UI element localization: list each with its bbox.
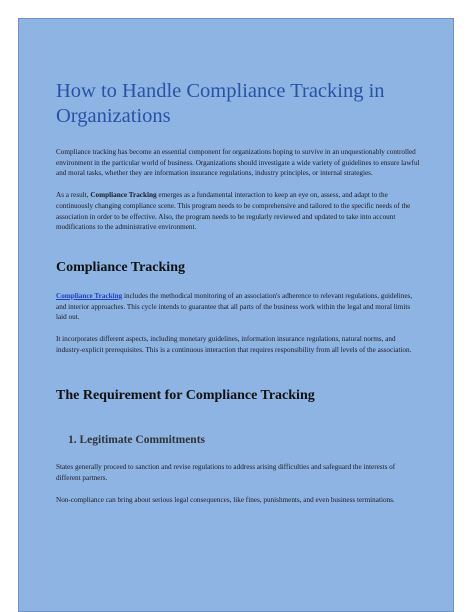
subheading-legitimate-commitments: 1. Legitimate Commitments [68, 434, 206, 447]
requirement-paragraph-2: Non-compliance can bring about serious legal consequences, like fines, punishments, and even business terminations. [56, 495, 395, 504]
requirement-paragraph-1: States generally proceed to sanction and revise regulations to address arising difficulties and safeguard the interests of different partners. [56, 463, 396, 483]
document-content [56, 79, 421, 506]
section-heading-requirement: The Requirement for Compliance Tracking [56, 388, 315, 404]
result-text-after: emerges as a fundamental interaction to keep an eye on, assess, and adapt to the continuously changing compliance scene. This program needs to be comprehensive and tailored to the specific needs of the association in order to be effective. Also, the program needs to be regularly reviewed and updated to take into account modifications to the administrative environment. [56, 191, 411, 232]
result-bold-term: Compliance Tracking [90, 191, 157, 200]
result-paragraph [56, 190, 421, 233]
section-heading-compliance-tracking: Compliance Tracking [56, 259, 185, 275]
compliance-paragraph-1 [56, 291, 421, 323]
page-title: How to Handle Compliance Tracking in Organizations [56, 80, 385, 127]
compliance-paragraph-2: It incorporates different aspects, including monetary guidelines, information insurance regulations, natural norms, and industry-explicit prerequisites. This is a continuous interaction that requires responsibility from all levels of the association. [56, 335, 412, 354]
compliance-paragraph-1-text: includes the methodical monitoring of an association's adherence to relevant regulations, guidelines, and interior approaches. This cycle intends to guarantee that all parts of the business work within the legal and moral limits laid out. [56, 291, 413, 322]
intro-paragraph: Compliance tracking has become an essential component for organizations hoping to survive in an unquestionably controlled environment in the particular world of business. Organizations should investigate a wide variety of guidelines to ensure lawful and moral tasks, whether they are information insurance regulations, industry principles, or internal strategies. [56, 148, 420, 178]
document-page [18, 18, 454, 612]
compliance-tracking-link[interactable]: Compliance Tracking [56, 291, 123, 300]
result-text-before: As a result, [56, 191, 91, 200]
